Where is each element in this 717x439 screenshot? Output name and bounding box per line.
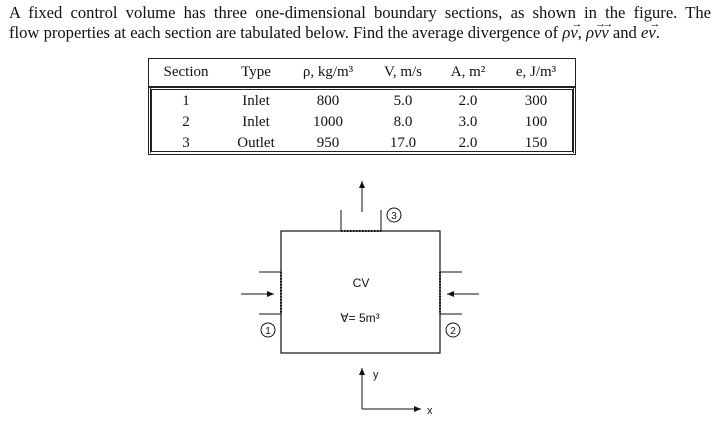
coordinate-axes [362,368,433,417]
velocity-vector-symbol-4: v → [648,23,655,43]
cell-type: Inlet [223,87,289,112]
velocity-vector-symbol-2: v → [594,23,601,43]
header-area: A, m² [439,59,497,87]
cell-density: 1000 [313,114,343,130]
cell-density: 950 [316,135,340,151]
control-volume-box [281,231,440,353]
cell-velocity: 17.0 [389,135,417,151]
header-section: Section [149,59,223,87]
x-axis-label: x [427,405,433,417]
y-axis-label: y [373,369,379,381]
problem-line-2-text: flow properties at each section are tabulated below. Find the average divergence of [9,23,563,42]
cell-energy: 100 [524,114,548,130]
cell-section: 2 [182,114,190,130]
cell-energy: 300 [497,87,575,112]
rho-symbol: ρ [562,23,571,42]
section-1-inlet [241,272,281,337]
cell-type: Outlet [237,135,275,151]
cell-type: Inlet [242,114,270,130]
header-type: Type [223,59,289,87]
cell-velocity: 5.0 [367,87,439,112]
cell-area: 2.0 [439,87,497,112]
cell-energy: 150 [524,135,548,151]
cell-density: 800 [289,87,367,112]
header-velocity: V, m/s [367,59,439,87]
energy-symbol: e [640,23,649,42]
cell-area: 2.0 [458,135,478,151]
cell-section: 1 [149,87,223,112]
volume-label: ∀= 5m³ [340,311,380,325]
velocity-vector-symbol: v → [570,23,577,43]
section-3-outlet [341,181,401,231]
section-3-label: 3 [391,211,397,222]
period: . [655,23,660,42]
section-1-label: 1 [265,326,271,337]
velocity-vector-symbol-3: v → [601,23,608,43]
header-energy: e, J/m³ [497,59,575,87]
section-2-label: 2 [450,326,456,337]
section-2-inlet [440,272,479,337]
and-word: and [608,23,641,42]
cv-label: CV [352,276,370,290]
cell-section: 3 [182,135,190,151]
cell-velocity: 8.0 [393,114,413,130]
cell-area: 3.0 [458,114,478,130]
rho-symbol-2: ρ [586,23,594,42]
comma-separator: , [577,23,586,42]
header-density: ρ, kg/m³ [289,59,367,87]
problem-line-1: A fixed control volume has three one-dimensional boundary sections, as shown in the figure. The [9,3,711,22]
